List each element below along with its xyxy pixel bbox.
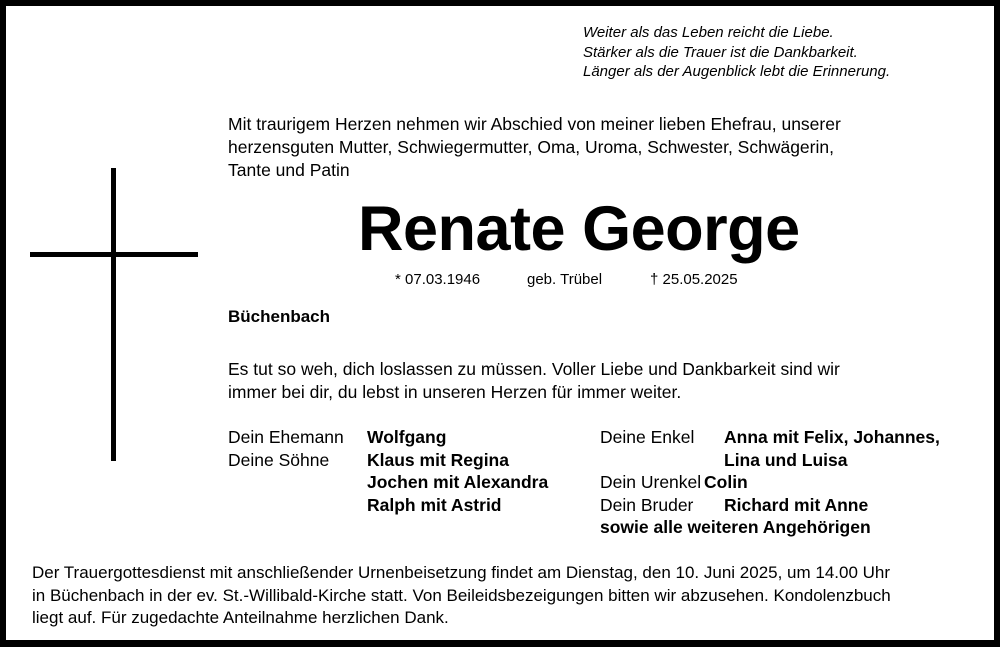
family-closing: sowie alle weiteren Angehörigen [600,517,871,537]
family-names: Richard mit Anne [724,494,869,515]
deceased-name: Renate George [358,194,800,264]
family-label: Deine Enkel [600,427,695,447]
service-line: liegt auf. Für zugedachte Anteilnahme herzlichen Dank. [32,608,449,627]
message-line: Es tut so weh, dich loslassen zu müssen. Voller Liebe und Dankbarkeit sind wir [228,359,840,379]
quote [583,23,890,82]
family-names: Jochen mit Alexandra [367,472,549,492]
place: Büchenbach [228,307,331,326]
family-label: Deine Söhne [228,449,330,470]
family-right [600,426,940,539]
intro-text [228,113,841,182]
death-date: † 25.05.2025 [650,271,738,288]
family-label: Dein Urenkel [600,472,702,492]
quote-line: Stärker als die Trauer ist die Dankbarkeit. [583,43,858,61]
family-names: Ralph mit Astrid [367,494,502,515]
maiden-name: geb. Trübel [527,271,603,288]
family-label: Dein Ehemann [228,427,344,447]
intro-line: herzensguten Mutter, Schwiegermutter, Oma, Uroma, Schwester, Schwägerin, [228,137,834,157]
family-left [228,426,548,516]
family-names: Wolfgang [367,427,447,447]
intro-line: Tante und Patin [228,160,350,180]
birth-date: * 07.03.1946 [395,271,481,288]
quote-line: Länger als der Augenblick lebt die Erinnerung. [583,63,891,80]
quote-line: Weiter als das Leben reicht die Liebe. [583,24,834,41]
family-names: Anna mit Felix, Johannes, [724,427,940,447]
family-label: Dein Bruder [600,494,694,515]
service-line: in Büchenbach in der ev. St.-Willibald-Kirche statt. Von Beileidsbezeigungen bitten wir abzusehen. Kondolenzbuch [32,585,891,605]
cross-vertical-bar [111,168,116,461]
family-names: Lina und Luisa [724,449,848,470]
family-names: Klaus mit Regina [367,449,509,470]
message [228,358,840,404]
service-info [32,562,891,630]
intro-line: Mit traurigem Herzen nehmen wir Abschied von meiner lieben Ehefrau, unserer [228,114,841,134]
cross-horizontal-bar [30,252,198,257]
service-line: Der Trauergottesdienst mit anschließender Urnenbeisetzung findet am Dienstag, den 10. Juni 2025, um 14.00 Uhr [32,563,891,582]
obituary-notice [6,6,994,640]
message-line: immer bei dir, du lebst in unseren Herzen für immer weiter. [228,382,682,402]
family-names: Colin [704,472,748,492]
